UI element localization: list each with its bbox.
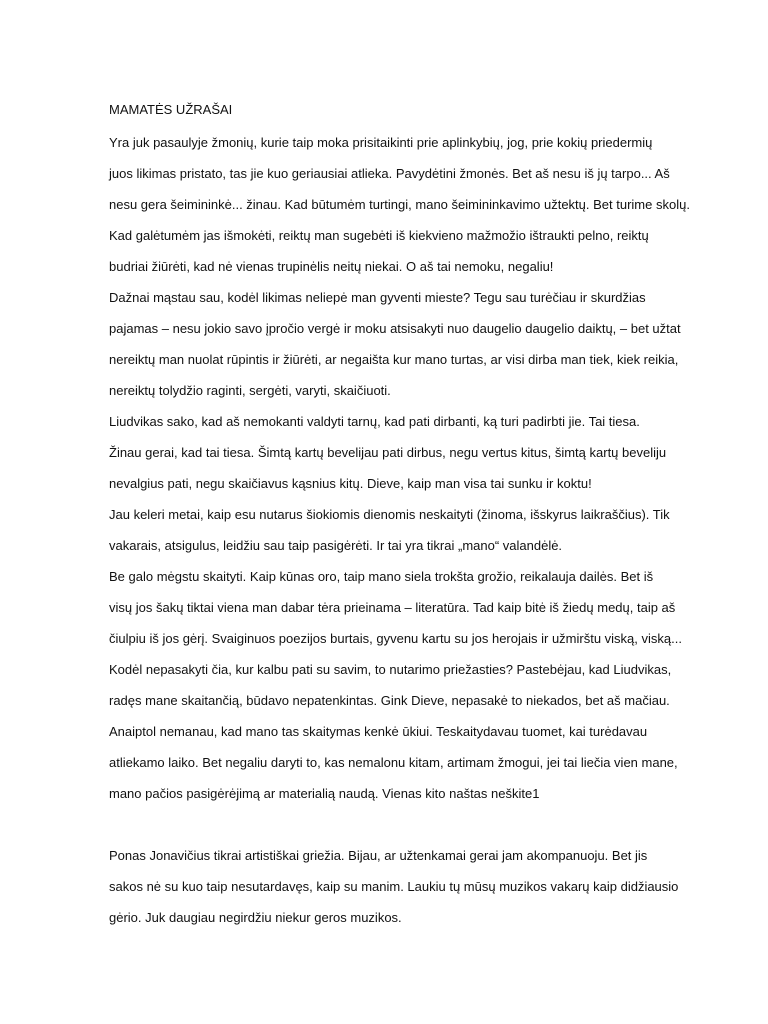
text-line: sakos nė su kuo taip nesutardavęs, kaip su manim. Laukiu tų mūsų muzikos vakarų kaip didžiausio xyxy=(109,879,679,894)
document-title: MAMATĖS UŽRAŠAI xyxy=(109,102,233,117)
text-line: nevalgius pati, negu skaičiavus kąsnius kitų. Dieve, kaip man visa tai sunku ir koktu! xyxy=(109,476,592,491)
text-line: Žinau gerai, kad tai tiesa. Šimtą kartų bevelijau pati dirbus, negu vertus kitus, šimtą kartų beveliju xyxy=(109,445,667,460)
text-line: Liudvikas sako, kad aš nemokanti valdyti tarnų, kad pati dirbanti, ką turi padirbti jie. Tai tiesa. xyxy=(109,414,640,429)
text-line: Jau keleri metai, kaip esu nutarus šiokiomis dienomis neskaityti (žinoma, išskyrus laikraščius). Tik xyxy=(109,507,670,522)
text-line: vakarais, atsigulus, leidžiu sau taip pasigėrėti. Ir tai yra tikrai „mano“ valandėlė. xyxy=(109,538,563,553)
text-line: budriai žiūrėti, kad nė vienas trupinėlis neitų niekai. O aš tai nemoku, negaliu! xyxy=(109,259,554,274)
text-line: visų jos šakų tiktai viena man dabar tėra prieinama – literatūra. Tad kaip bitė iš žiedų medų, taip aš xyxy=(109,600,676,615)
text-line: Anaiptol nemanau, kad mano tas skaitymas kenkė ūkiui. Teskaitydavau tuomet, kai turėdavau xyxy=(109,724,648,739)
text-line: Dažnai mąstau sau, kodėl likimas neliepė man gyventi mieste? Tegu sau turėčiau ir skurdžias xyxy=(109,290,646,305)
text-line: pajamas – nesu jokio savo įpročio vergė ir moku atsisakyti nuo daugelio daugelio daiktų, – bet užtat xyxy=(109,321,681,336)
text-line: Ponas Jonavičius tikrai artistiškai griežia. Bijau, ar užtenkamai gerai jam akompanuoju. Bet jis xyxy=(109,848,648,863)
text-line: Kodėl nepasakyti čia, kur kalbu pati su savim, to nutarimo priežasties? Pastebėjau, kad Liudvikas, xyxy=(109,662,672,677)
text-line: atliekamo laiko. Bet negaliu daryti to, kas nemalonu kitam, artimam žmogui, jei tai liečia vien mane, xyxy=(109,755,678,770)
text-line: Yra juk pasaulyje žmonių, kurie taip moka prisitaikinti prie aplinkybių, jog, prie kokių priedermių xyxy=(109,135,653,150)
text-line: nereiktų tolydžio raginti, sergėti, varyti, skaičiuoti. xyxy=(109,383,391,398)
text-line: radęs mane skaitančią, būdavo nepatenkintas. Gink Dieve, nepasakė to niekados, bet aš mačiau. xyxy=(109,693,670,708)
text-line: Kad galėtumėm jas išmokėti, reiktų man sugebėti iš kiekvieno mažmožio ištraukti pelno, reiktų xyxy=(109,228,649,243)
text-line: čiulpiu iš jos gėrį. Svaiginuos poezijos burtais, gyvenu kartu su jos herojais ir užmirštu viską, viską... xyxy=(109,631,682,646)
text-line: nereiktų man nuolat rūpintis ir žiūrėti, ar negaišta kur mano turtas, ar visi dirba man tiek, kiek reikia, xyxy=(109,352,679,367)
text-line: gėrio. Juk daugiau negirdžiu niekur geros muzikos. xyxy=(109,910,402,925)
text-line: nesu gera šeimininkė... žinau. Kad būtumėm turtingi, mano šeimininkavimo užtektų. Bet turime skolų. xyxy=(109,197,690,212)
text-line: juos likimas pristato, tas jie kuo geriausiai atlieka. Pavydėtini žmonės. Bet aš nesu iš jų tarpo... Aš xyxy=(109,166,670,181)
text-line: Be galo mėgstu skaityti. Kaip kūnas oro, taip mano siela trokšta grožio, reikalauja dailės. Bet iš xyxy=(109,569,654,584)
text-line: mano pačios pasigėrėjimą ar materialią naudą. Vienas kito naštas neškite1 xyxy=(109,786,540,801)
